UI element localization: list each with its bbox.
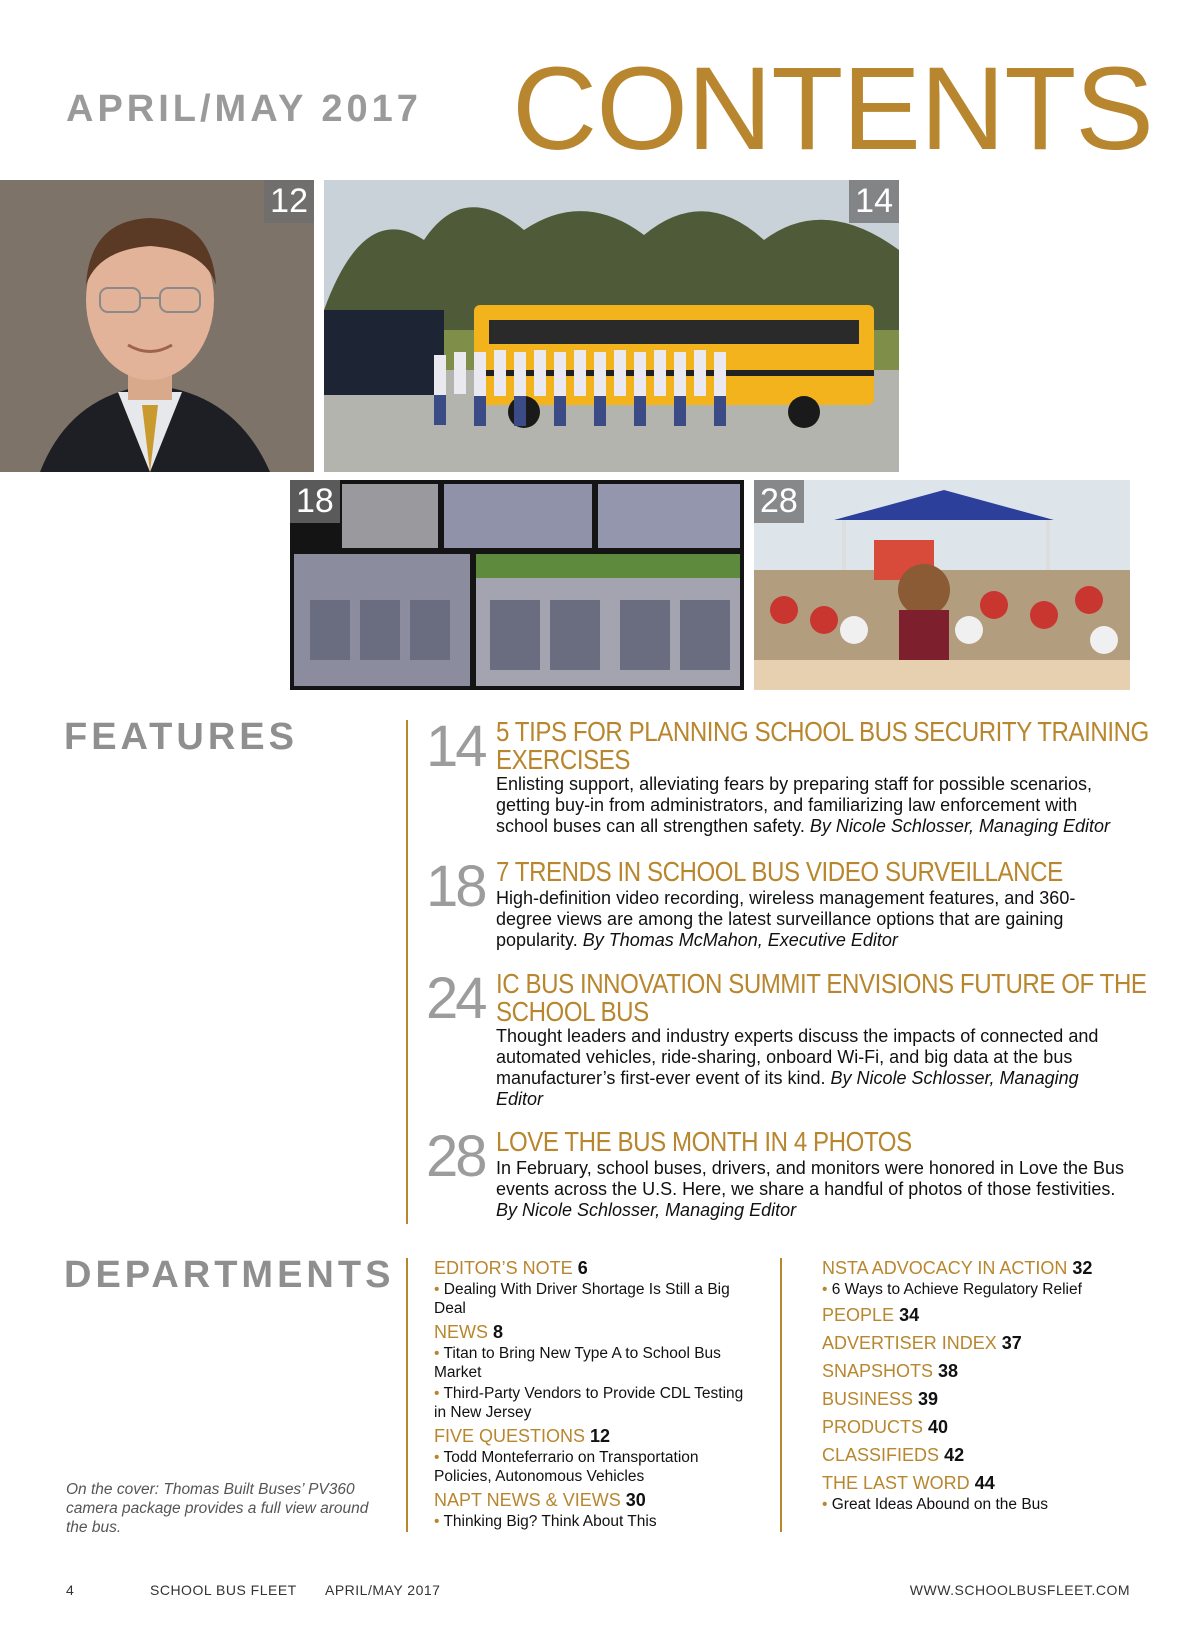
department-page: 40 [928,1417,949,1437]
photo-page-tag: 18 [290,480,340,523]
department-page: 12 [590,1426,611,1446]
department-entry[interactable] [822,1359,1142,1383]
departments-divider-middle [780,1258,782,1532]
feature-item[interactable] [410,1124,1130,1228]
department-name: NAPT NEWS & VIEWS [434,1490,621,1510]
department-entry[interactable] [822,1256,1142,1299]
feature-page: 14 [426,714,485,779]
photo-love-the-bus [754,480,1130,690]
department-entry[interactable] [434,1256,754,1318]
department-entry[interactable] [434,1424,754,1486]
feature-byline: By Nicole Schlosser, Managing Editor [496,1200,797,1220]
department-name: ADVERTISER INDEX [822,1333,997,1353]
feature-byline: By Nicole Schlosser, Managing Editor [496,1068,1079,1109]
feature-title[interactable]: LOVE THE BUS MONTH IN 4 PHOTOS [496,1126,912,1157]
photo-page-tag: 28 [754,480,804,523]
footer-page-number: 4 [66,1582,75,1598]
department-page: 30 [625,1490,646,1510]
department-name: PRODUCTS [822,1417,924,1437]
photo-page-tag: 12 [264,180,314,223]
department-entry[interactable] [822,1303,1142,1327]
bus-training-illustration [324,180,899,472]
issue-date: APRIL/MAY 2017 [66,88,422,130]
department-name: SNAPSHOTS [822,1361,934,1381]
department-name: BUSINESS [822,1389,914,1409]
department-name: CLASSIFIEDS [822,1445,940,1465]
page-title: CONTENTS [512,43,1153,175]
department-page: 39 [918,1389,939,1409]
feature-page: 28 [426,1124,485,1189]
feature-item[interactable] [410,854,1130,958]
feature-description: In February, school buses, drivers, and monitors were honored in Love the Bus events across the U.S. Here, we share a handful of photos of those festivities. By Nicole Schlosser, Managing Editor [496,1158,1124,1220]
department-bullet: • Thinking Big? Think About This [434,1513,657,1530]
photo-camera-views [290,480,744,690]
department-page: 34 [899,1305,920,1325]
department-page: 38 [938,1361,959,1381]
portrait-illustration [0,180,314,472]
department-page: 32 [1072,1258,1093,1278]
department-bullet: • 6 Ways to Achieve Regulatory Relief [822,1281,1082,1298]
feature-page: 24 [426,966,485,1031]
departments-heading: DEPARTMENTS [64,1254,395,1296]
feature-byline: By Thomas McMahon, Executive Editor [582,930,898,950]
departments-left-column [434,1256,754,1533]
feature-item[interactable] [410,714,1149,838]
department-page: 6 [577,1258,588,1278]
department-entry[interactable] [822,1471,1142,1514]
department-bullet: • Todd Monteferrario on Transportation Policies, Autonomous Vehicles [434,1449,699,1485]
feature-byline: By Nicole Schlosser, Managing Editor [809,816,1111,836]
feature-description: Thought leaders and industry experts discuss the impacts of connected and automated vehicles, ride-sharing, onboard Wi-Fi, and big data at the bus manufacturer’s first-ever event of its kind. By Nicole Schlosser, Managing Editor [496,1026,1099,1109]
department-bullet: • Great Ideas Abound on the Bus [822,1496,1049,1513]
feature-description: High-definition video recording, wireless management features, and 360-degree views are among the latest surveillance options that are gaining popularity. By Thomas McMahon, Executive Editor [496,888,1076,950]
department-name: FIVE QUESTIONS [434,1426,586,1446]
cover-caption: On the cover: Thomas Built Buses’ PV360 camera package provides a full view around the bus. [66,1481,369,1536]
photo-bus-training [324,180,899,472]
department-name: NEWS [434,1322,488,1342]
footer-magazine: SCHOOL BUS FLEET [150,1582,297,1598]
departments-divider-left [406,1258,408,1532]
photo-page-tag: 14 [849,180,899,223]
feature-page: 18 [426,854,485,919]
department-entry[interactable] [822,1331,1142,1355]
camera-grid-illustration [290,480,744,690]
footer-url[interactable]: WWW.SCHOOLBUSFLEET.COM [909,1582,1130,1598]
feature-title[interactable]: 5 TIPS FOR PLANNING SCHOOL BUS SECURITY TRAINING EXERCISES [496,716,1149,775]
department-entry[interactable] [434,1320,754,1422]
departments-right-column [822,1256,1142,1516]
department-bullet: • Titan to Bring New Type A to School Bus Market [434,1345,721,1381]
department-name: NSTA ADVOCACY IN ACTION [822,1258,1068,1278]
features-divider [406,720,408,1224]
department-bullet: • Third-Party Vendors to Provide CDL Testing in New Jersey [434,1385,744,1421]
department-entry[interactable] [822,1443,1142,1467]
photo-portrait [0,180,314,472]
feature-item[interactable] [410,966,1147,1110]
department-bullet: • Dealing With Driver Shortage Is Still a Big Deal [434,1281,730,1317]
department-page: 42 [944,1445,965,1465]
department-entry[interactable] [822,1387,1142,1411]
department-page: 37 [1001,1333,1022,1353]
department-name: EDITOR’S NOTE [434,1258,573,1278]
department-name: PEOPLE [822,1305,895,1325]
features-heading: FEATURES [64,716,298,758]
department-entry[interactable] [434,1488,754,1531]
feature-title[interactable]: IC BUS INNOVATION SUMMIT ENVISIONS FUTURE OF THE SCHOOL BUS [496,968,1147,1027]
footer-issue: APRIL/MAY 2017 [325,1582,441,1598]
feature-title[interactable]: 7 TRENDS IN SCHOOL BUS VIDEO SURVEILLANCE [496,856,1063,887]
department-page: 44 [974,1473,995,1493]
department-name: THE LAST WORD [822,1473,970,1493]
department-entry[interactable] [822,1415,1142,1439]
department-page: 8 [493,1322,504,1342]
event-illustration [754,480,1130,690]
feature-description: Enlisting support, alleviating fears by preparing staff for possible scenarios, getting buy-in from administrators, and familiarizing law enforcement with school buses can all strengthen safety. By Nicole Schlosser, Managing Editor [496,774,1111,836]
